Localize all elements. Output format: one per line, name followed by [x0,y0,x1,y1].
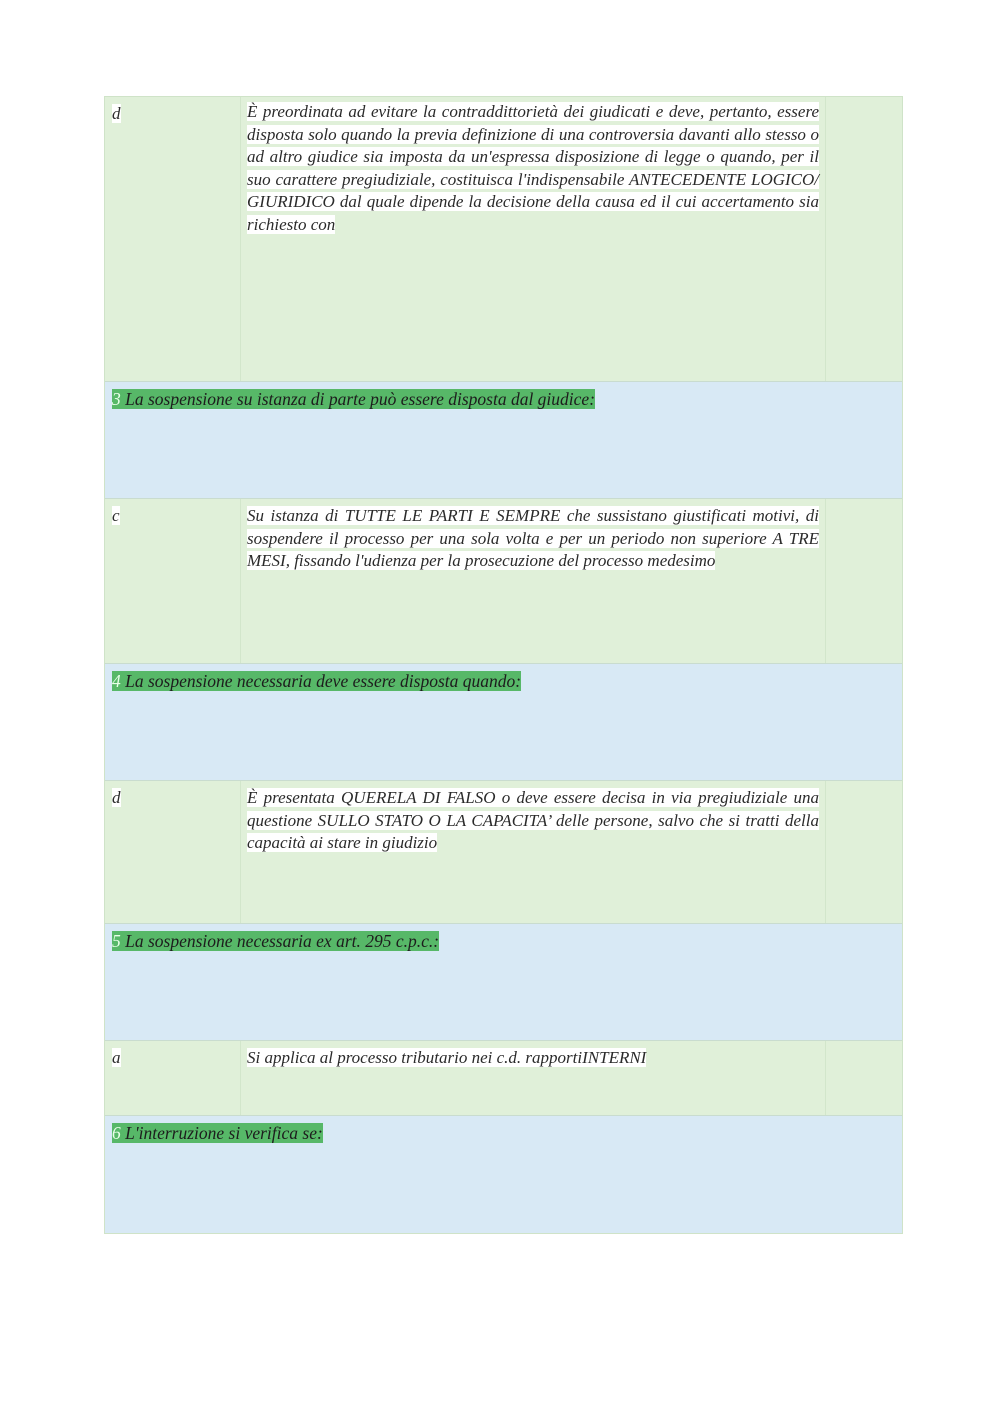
question-text: La sospensione necessaria ex art. 295 c.p.c.: [125,931,440,951]
answer-text-cell [241,1041,826,1115]
question-row [105,382,902,499]
answer-text-cell [241,499,826,663]
answer-letter-cell [105,781,241,923]
question-highlight [112,931,439,951]
answer-letter: a [112,1048,121,1067]
question-number: 5 [112,931,121,951]
answer-empty-cell [826,97,902,381]
question-number: 3 [112,389,121,409]
answer-text-cell [241,97,826,381]
answer-text: È presentata QUERELA DI FALSO o deve essere decisa in via pregiudiziale una questione SULLO STATO O LA CAPACITA’ delle persone, salvo che si tratti della capacità ai stare in giudizio [247,788,819,852]
question-highlight [112,1123,323,1143]
question-highlight [112,389,595,409]
question-number: 4 [112,671,121,691]
answer-letter-cell [105,499,241,663]
answer-row [105,499,902,664]
answer-text-cell [241,781,826,923]
answer-empty-cell [826,499,902,663]
question-row [105,1116,902,1233]
answer-row [105,97,902,382]
answer-row [105,781,902,924]
question-number: 6 [112,1123,121,1143]
answer-letter: d [112,104,121,123]
question-cell [105,382,602,498]
question-text: La sospensione su istanza di parte può essere disposta dal giudice: [125,389,596,409]
answer-letter: c [112,506,120,525]
question-cell [105,664,528,780]
answer-letter-cell [105,1041,241,1115]
question-row [105,924,902,1041]
question-row [105,664,902,781]
question-text: La sospensione necessaria deve essere disposta quando: [125,671,522,691]
question-cell [105,1116,330,1233]
answer-row [105,1041,902,1116]
answer-empty-cell [826,781,902,923]
question-text: L'interruzione si verifica se: [125,1123,323,1143]
answer-text: È preordinata ad evitare la contraddittorietà dei giudicati e deve, pertanto, essere disposta solo quando la previa definizione di una controversia davanti allo stesso o ad altro giudice sia imposta da un'espressa disposizione di legge o quando, per il suo carattere pregiudiziale, costituisca l'indispensabile ANTECEDENTE LOGICO/ GIURIDICO dal quale dipende la decisione della causa ed il cui accertamento sia richiesto con [247,102,819,234]
answer-letter-cell [105,97,241,381]
answer-empty-cell [826,1041,902,1115]
answer-letter: d [112,788,121,807]
question-highlight [112,671,521,691]
answer-text: Si applica al processo tributario nei c.d. rapportiINTERNI [247,1048,647,1067]
quiz-table [104,96,903,1234]
question-cell [105,924,446,1040]
answer-text: Su istanza di TUTTE LE PARTI E SEMPRE che sussistano giustificati motivi, di sospendere il processo per una sola volta e per un periodo non superiore A TRE MESI, fissando l'udienza per la prosecuzione del processo medesimo [247,506,819,570]
